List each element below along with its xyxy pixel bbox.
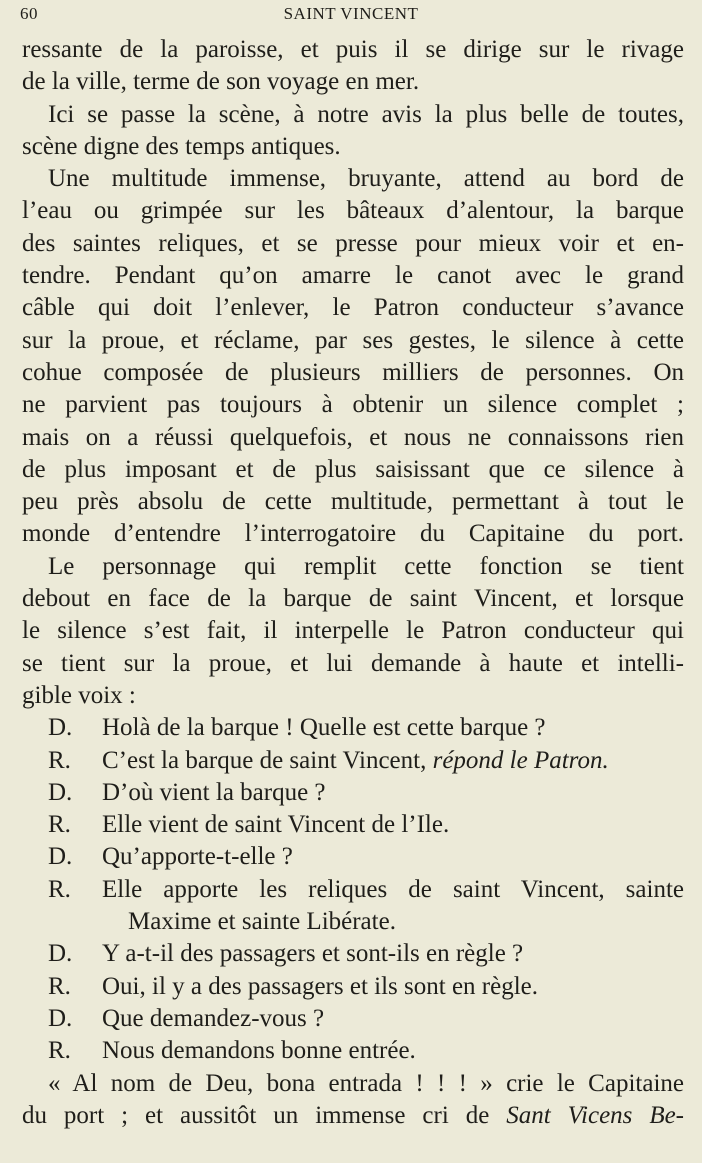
dialogue-text: Qu’apporte-t-elle ? <box>102 843 293 871</box>
page-number: 60 <box>20 4 38 23</box>
paragraph-4 <box>22 551 684 712</box>
dialogue-speaker: D. <box>48 1004 73 1032</box>
dialogue-aside: répond le Patron. <box>432 746 609 774</box>
running-head: SAINT VINCENT <box>283 4 419 23</box>
text-line: sur la proue, et réclame, par ses gestes, le silence à cette <box>22 326 684 354</box>
dialogue-speaker: R. <box>48 1037 71 1065</box>
dialogue-speaker: D. <box>48 714 73 742</box>
paragraph-3 <box>22 163 684 551</box>
dialogue-line <box>22 938 684 970</box>
text-line: ressante de la paroisse, et puis il se dirige sur le rivage <box>22 36 684 63</box>
dialogue-continuation: Maxime et sainte Libérate. <box>128 908 396 936</box>
page-header <box>20 4 682 26</box>
dialogue-text: Elle apporte les reliques de saint Vincent, sainte <box>102 875 684 903</box>
dialogue-line <box>22 712 684 744</box>
text-line: peu près absolu de cette multitude, permettant à tout le <box>22 488 684 516</box>
dialogue-line <box>22 809 684 841</box>
dialogue-line <box>22 1003 684 1035</box>
text-line: cohue composée de plusieurs milliers de personnes. On <box>22 358 684 386</box>
text-line: tendre. Pendant qu’on amarre le canot avec le grand <box>22 262 684 290</box>
dialogue-text: C’est la barque de saint Vincent, <box>102 746 433 774</box>
dialogue-text: Elle vient de saint Vincent de l’Ile. <box>102 811 450 839</box>
dialogue-speaker: R. <box>48 746 71 774</box>
dialogue <box>22 712 684 1067</box>
text-line: Ici se passe la scène, à notre avis la plus belle de toutes, <box>48 100 684 128</box>
text-line: scène digne des temps antiques. <box>22 132 341 160</box>
text-line: « Al nom de Deu, bona entrada ! ! ! » crie le Capitaine <box>48 1069 684 1097</box>
dialogue-text: Y a-t-il des passagers et sont-ils en règle ? <box>102 940 524 968</box>
dialogue-speaker: R. <box>48 811 71 839</box>
text-line: monde d’entendre l’interrogatoire du Capitaine du port. <box>22 520 684 548</box>
text-line-with-italic <box>22 1100 684 1132</box>
dialogue-line <box>22 841 684 873</box>
text-line: Le personnage qui remplit cette fonction se tient <box>48 552 684 580</box>
text-line: gible voix : <box>22 681 136 709</box>
dialogue-line <box>22 971 684 1003</box>
text-segment: du port ; et aussitôt un immense cri de <box>22 1101 507 1129</box>
dialogue-line <box>22 874 684 906</box>
dialogue-text-with-aside <box>102 745 684 777</box>
dialogue-text: D’où vient la barque ? <box>102 778 326 806</box>
text-line: mais on a réussi quelquefois, et nous ne connaissons rien <box>22 423 684 451</box>
dialogue-speaker: R. <box>48 875 71 903</box>
dialogue-speaker: D. <box>48 778 73 806</box>
dialogue-text: Oui, il y a des passagers et ils sont en règle. <box>102 972 539 1000</box>
text-line: Une multitude immense, bruyante, attend au bord de <box>48 165 684 193</box>
dialogue-speaker: D. <box>48 940 73 968</box>
text-line: des saintes reliques, et se presse pour mieux voir et en- <box>22 229 684 257</box>
text-line: de plus imposant et de plus saisissant que ce silence à <box>22 455 684 483</box>
paragraph-5 <box>22 1068 684 1133</box>
dialogue-line <box>22 777 684 809</box>
text-line: le silence s’est fait, il interpelle le Patron conducteur qui <box>22 617 684 645</box>
dialogue-text: Nous demandons bonne entrée. <box>102 1037 416 1065</box>
paragraph-1-continuation <box>22 34 684 99</box>
text-line: de la ville, terme de son voyage en mer. <box>22 68 420 96</box>
text-line: debout en face de la barque de saint Vincent, et lorsque <box>22 585 684 613</box>
text-line: câble qui doit l’enlever, le Patron conducteur s’avance <box>22 294 684 322</box>
dialogue-line <box>22 1035 684 1067</box>
text-line: l’eau ou grimpée sur les bâteaux d’alentour, la barque <box>22 197 684 225</box>
dialogue-text: Que demandez-vous ? <box>102 1004 325 1032</box>
paragraph-2 <box>22 99 684 164</box>
body-text <box>22 34 684 1132</box>
text-line: se tient sur la proue, et lui demande à haute et intelli- <box>22 649 684 677</box>
dialogue-text: Holà de la barque ! Quelle est cette barque ? <box>102 714 546 742</box>
dialogue-line <box>22 745 684 777</box>
dialogue-speaker: R. <box>48 972 71 1000</box>
text-line: ne parvient pas toujours à obtenir un silence complet ; <box>22 391 684 419</box>
italic-segment: Sant Vicens Be- <box>506 1101 684 1129</box>
dialogue-speaker: D. <box>48 843 73 871</box>
